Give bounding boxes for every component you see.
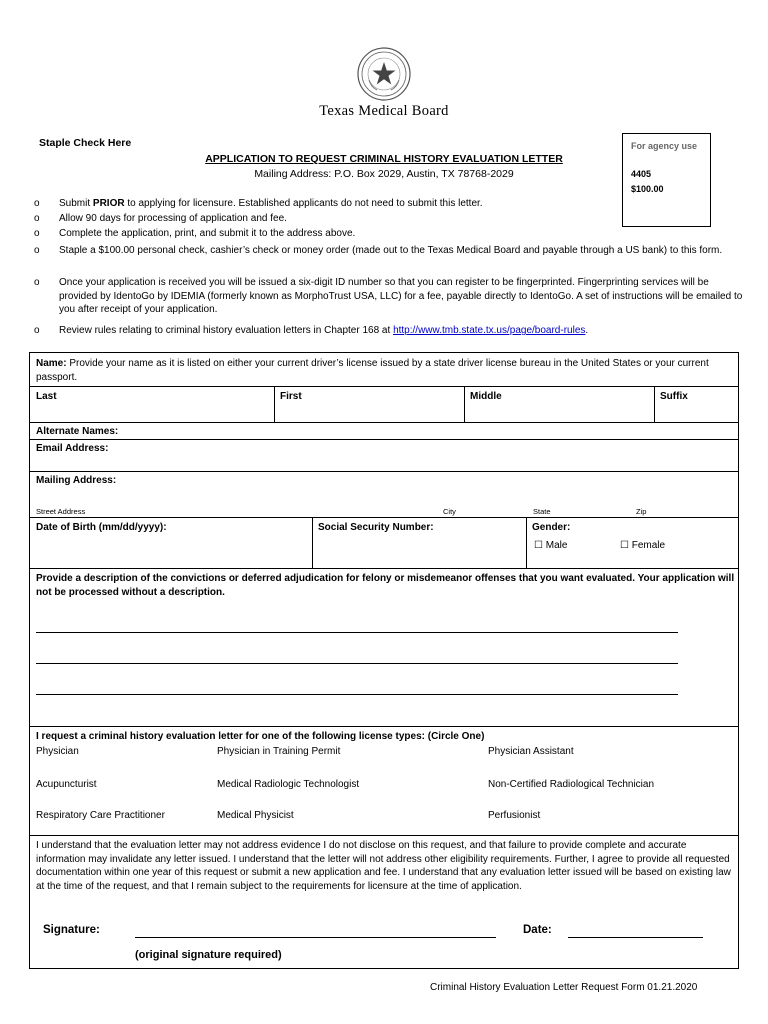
application-form [29,352,739,969]
name-instructions: Name: Provide your name as it is listed on either your current driver’s license issued by a state driver license bureau in the United States or your current passport. [36,358,709,383]
staple-check-note: Staple Check Here [39,137,132,149]
instruction-item: o Staple a $100.00 personal check, cashier’s check or money order (made out to the Texas Medical Board and payable through a US bank) to this form. [34,245,723,256]
organization-name: Texas Medical Board [319,103,449,119]
instruction-item: o Once your application is received you will be issued a six-digit ID number so that you can register to be fingerprinted. Fingerprinting services will be provided by IdentoGo by IDEMIA (formerly known as MorphoTrust USA, LLC) for a fee, payable directly to IdentoGo. A set of instructions will be emailed to you after receipt of your application. [34,277,743,315]
ssn-field[interactable]: Social Security Number: [318,522,434,533]
city-label: City [443,507,456,516]
agency-fee: $100.00 [631,184,664,194]
license-option[interactable]: Physician [36,746,79,757]
description-line[interactable] [36,663,678,664]
attestation-text: I understand that the evaluation letter may not address evidence I do not disclose on this request, and that failure to provide complete and accurate information may invalidate any letter issued. I understand that the letter will not address other eligibility requirements. Further, I agree to provide all requested documentation within one year of this request or submit a new application and fee. I understand that any evaluation letter issued will be based on existing law at the time of the request, and that I remain subject to the requirements for licensure at the time of application. [36,840,731,892]
form-version-footer: Criminal History Evaluation Letter Request Form 01.21.2020 [430,982,698,993]
gender-label: Gender: [532,522,571,533]
first-name-field[interactable]: First [280,391,302,402]
date-line[interactable] [568,937,703,938]
license-option[interactable]: Non-Certified Radiological Technician [488,779,655,790]
state-seal-icon [357,47,411,101]
instruction-item: o Complete the application, print, and submit it to the address above. [34,228,356,239]
gender-female-checkbox[interactable]: ☐ Female [620,540,666,551]
form-title: APPLICATION TO REQUEST CRIMINAL HISTORY EVALUATION LETTER [205,153,563,165]
signature-note: (original signature required) [135,949,282,961]
description-line[interactable] [36,632,678,633]
mailing-address-field[interactable]: Mailing Address: [36,475,117,486]
license-type-prompt: I request a criminal history evaluation letter for one of the following license types: (Circle One) [36,731,485,742]
state-label: State [533,507,551,516]
suffix-field[interactable]: Suffix [660,391,688,402]
zip-label: Zip [636,507,647,516]
alternate-names-field[interactable]: Alternate Names: [36,426,119,437]
license-option[interactable]: Physician in Training Permit [217,746,341,757]
instruction-item: o Allow 90 days for processing of application and fee. [34,213,287,224]
middle-name-field[interactable]: Middle [470,391,502,402]
mailing-address: Mailing Address: P.O. Box 2029, Austin, TX 78768-2029 [254,168,514,180]
board-rules-link[interactable]: http://www.tmb.state.tx.us/page/board-rules [393,325,586,336]
signature-label: Signature: [43,924,100,936]
license-option[interactable]: Medical Physicist [217,810,294,821]
email-address-field[interactable]: Email Address: [36,443,109,454]
description-prompt: Provide a description of the convictions or deferred adjudication for felony or misdemeanor offenses that you want evaluated. Your application will not be processed without a description. [36,573,735,598]
license-option[interactable]: Medical Radiologic Technologist [217,779,360,790]
license-option[interactable]: Physician Assistant [488,746,574,757]
gender-male-checkbox[interactable]: ☐ Male [534,540,568,551]
date-label: Date: [523,924,552,936]
license-option[interactable]: Acupuncturist [36,779,97,790]
license-option[interactable]: Perfusionist [488,810,541,821]
description-line[interactable] [36,694,678,695]
street-address-label: Street Address [36,507,86,516]
date-of-birth-field[interactable]: Date of Birth (mm/dd/yyyy): [36,522,167,533]
license-option[interactable]: Respiratory Care Practitioner [36,810,165,821]
last-name-field[interactable]: Last [36,391,57,402]
instruction-item: o Review rules relating to criminal history evaluation letters in Chapter 168 at http://www.tmb.state.tx.us/page/board-rules. [34,325,589,336]
agency-code: 4405 [631,169,652,179]
agency-use-label: For agency use [631,141,698,151]
signature-line[interactable] [135,937,496,938]
instruction-item: o Submit PRIOR to applying for licensure. Established applicants do not need to submit this letter. [34,198,483,209]
